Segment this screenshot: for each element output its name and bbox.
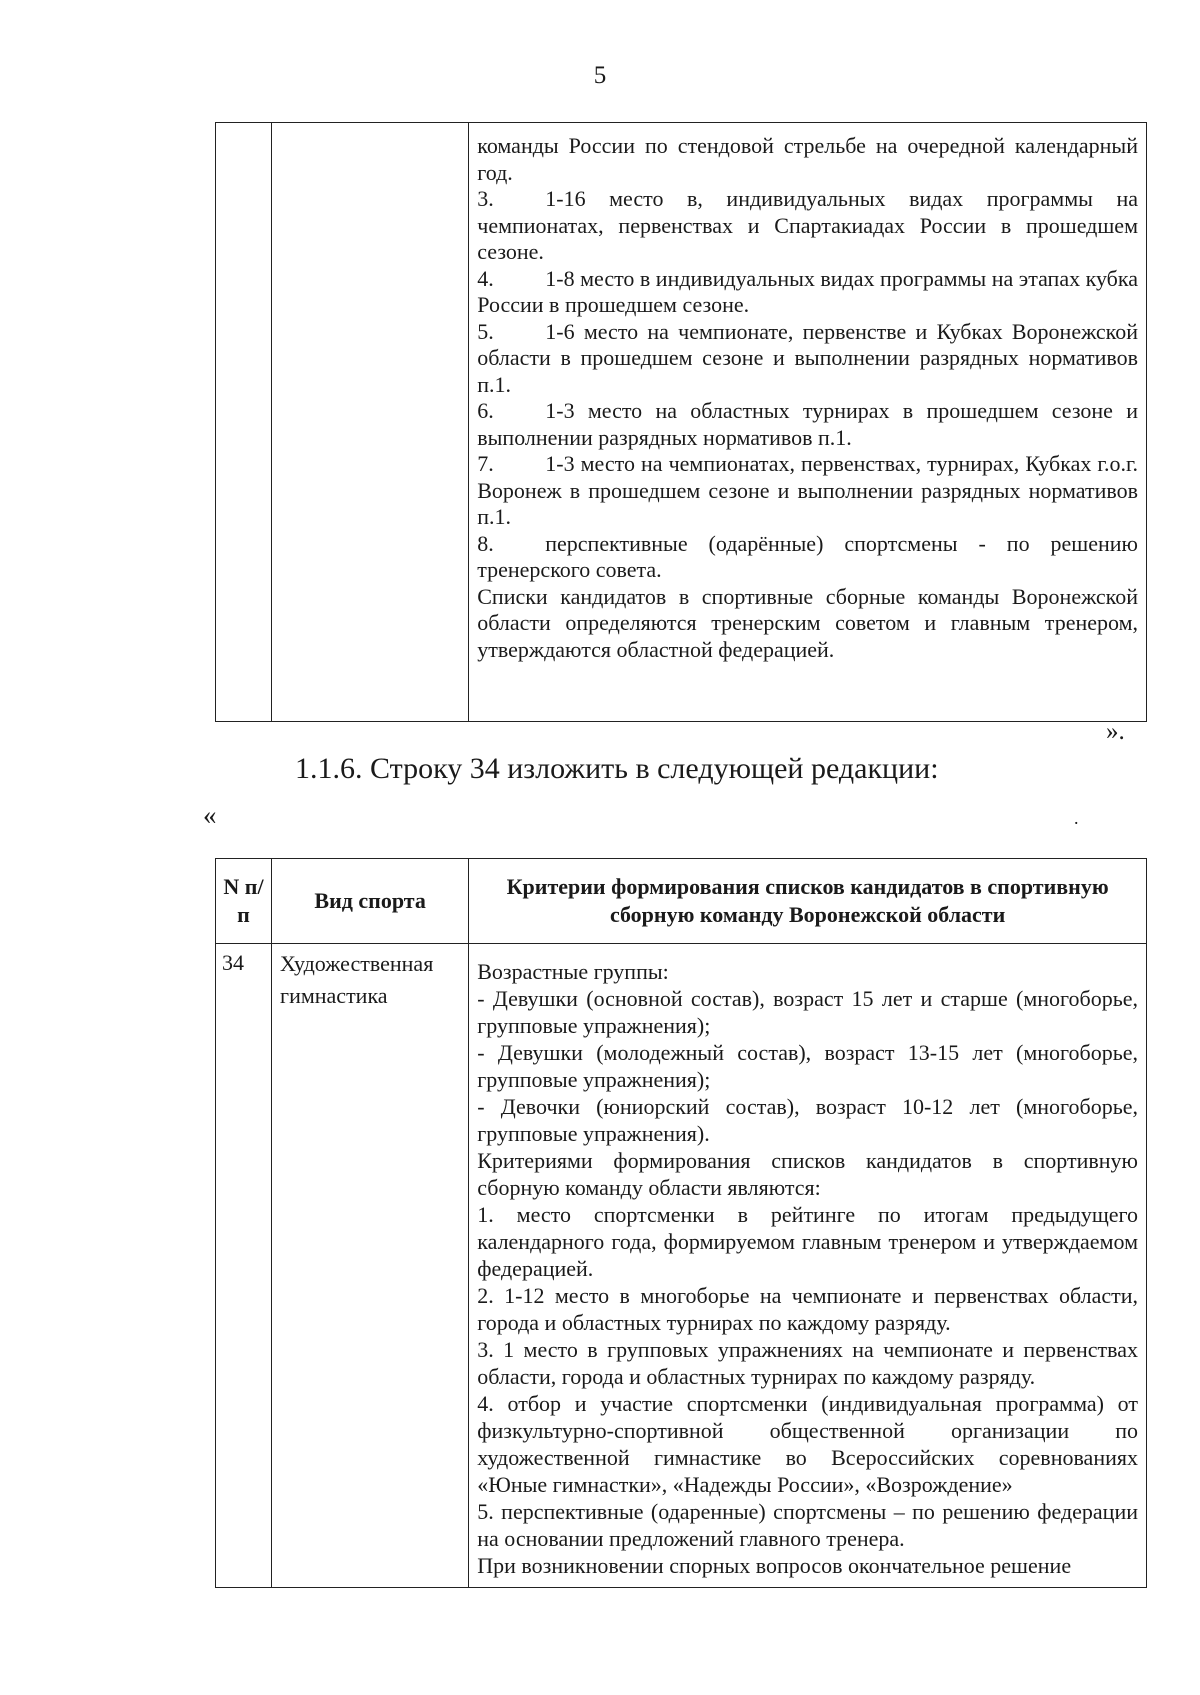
paragraph-text: Списки кандидатов в спортивные сборные команды Воронежской области определяются тренерским советом и главным тренером, утверждаются областной федерацией. [477, 583, 1138, 662]
criteria-paragraph [477, 584, 1138, 664]
criteria-paragraph: - Девушки (молодежный состав), возраст 13-15 лет (многоборье, групповые упражнения); [477, 1040, 1138, 1092]
paragraph-number: 4. [477, 265, 494, 291]
paragraph-number: 5. [477, 318, 494, 344]
cell-sport: Художественная гимнастика [272, 944, 469, 1588]
stray-mark: . [1074, 808, 1079, 828]
cell-criteria [469, 123, 1147, 722]
header-criteria: Критерии формирования списков кандидатов в спортивную сборную команду Воронежской области [469, 859, 1147, 944]
criteria-paragraph: Критериями формирования списков кандидатов в спортивную сборную команду области являются: [477, 1148, 1138, 1200]
paragraph-number: 7. [477, 451, 494, 476]
criteria-table [215, 858, 1147, 1588]
opening-quote: « [203, 800, 217, 830]
header-sport: Вид спорта [272, 859, 469, 944]
criteria-paragraph: 1. место спортсменки в рейтинге по итогам предыдущего календарного года, формируемом главным тренером и утверждаемом федерацией. [477, 1202, 1138, 1281]
criteria-paragraph [477, 451, 1138, 531]
paragraph-number: 6. [477, 398, 494, 423]
criteria-paragraph: - Девочки (юниорский состав), возраст 10-12 лет (многоборье, групповые упражнения). [477, 1094, 1138, 1146]
paragraph-number: 3. [477, 186, 494, 211]
cell-number: 34 [216, 944, 272, 1588]
criteria-paragraph: 5. перспективные (одаренные) спортсмены – по решению федерации на основании предложений главного тренера. [477, 1499, 1138, 1551]
table-row [216, 944, 1147, 1588]
paragraph-text: 1-16 место в, индивидуальных видах программы на чемпионатах, первенствах и Спартакиадах России в прошедшем сезоне. [477, 186, 1138, 264]
paragraph-text: 1-8 место в индивидуальных видах программы на этапах кубка России в прошедшем сезоне. [477, 265, 1138, 317]
criteria-paragraph: 4. отбор и участие спортсменки (индивидуальная программа) от физкультурно-спортивной общественной организации по художественной гимнастике во Всероссийских соревнованиях «Юные гимнастки», «Надежды России», «Возрождение» [477, 1391, 1138, 1497]
table-row [216, 123, 1147, 722]
closing-quote: ». [1106, 718, 1125, 745]
paragraph-text: 1-6 место на чемпионате, первенстве и Кубках Воронежской области в прошедшем сезоне и выполнении разрядных нормативов п.1. [477, 318, 1138, 397]
cell-sport-empty [272, 123, 469, 722]
cell-number-empty [216, 123, 272, 722]
criteria-paragraph [477, 133, 1138, 186]
table-continuation [215, 122, 1147, 722]
header-number: N п/п [216, 859, 272, 944]
criteria-paragraph [477, 398, 1138, 451]
paragraph-number: 8. [477, 530, 494, 556]
criteria-paragraph: 3. 1 место в групповых упражнениях на чемпионате и первенствах области, города и областных турнирах по каждому разряду. [477, 1337, 1138, 1389]
page-number: 5 [593, 62, 607, 89]
cell-criteria [469, 944, 1147, 1588]
criteria-paragraph [477, 319, 1138, 399]
criteria-paragraph: 2. 1-12 место в многоборье на чемпионате и первенствах области, города и областных турнирах по каждому разряду. [477, 1283, 1138, 1335]
criteria-paragraph: Возрастные группы: [477, 959, 669, 984]
paragraph-text: перспективные (одарённые) спортсмены - по решению тренерского совета. [477, 530, 1138, 582]
paragraph-text: 1-3 место на чемпионатах, первенствах, турнирах, Кубках г.о.г. Воронеж в прошедшем сезоне и выполнении разрядных нормативов п.1. [477, 451, 1138, 529]
criteria-paragraph [477, 531, 1138, 584]
criteria-paragraph: - Девушки (основной состав), возраст 15 лет и старше (многоборье, групповые упражнения); [477, 986, 1138, 1038]
amendment-heading: 1.1.6. Строку 34 изложить в следующей редакции: [295, 752, 939, 785]
paragraph-text: 1-3 место на областных турнирах в прошедшем сезоне и выполнении разрядных нормативов п.1. [477, 398, 1138, 450]
table-header-row [216, 859, 1147, 944]
criteria-paragraph [477, 186, 1138, 266]
criteria-paragraph [477, 266, 1138, 319]
paragraph-text: команды России по стендовой стрельбе на очередной календарный год. [477, 133, 1138, 185]
criteria-paragraph: При возникновении спорных вопросов окончательное решение [477, 1553, 1072, 1578]
